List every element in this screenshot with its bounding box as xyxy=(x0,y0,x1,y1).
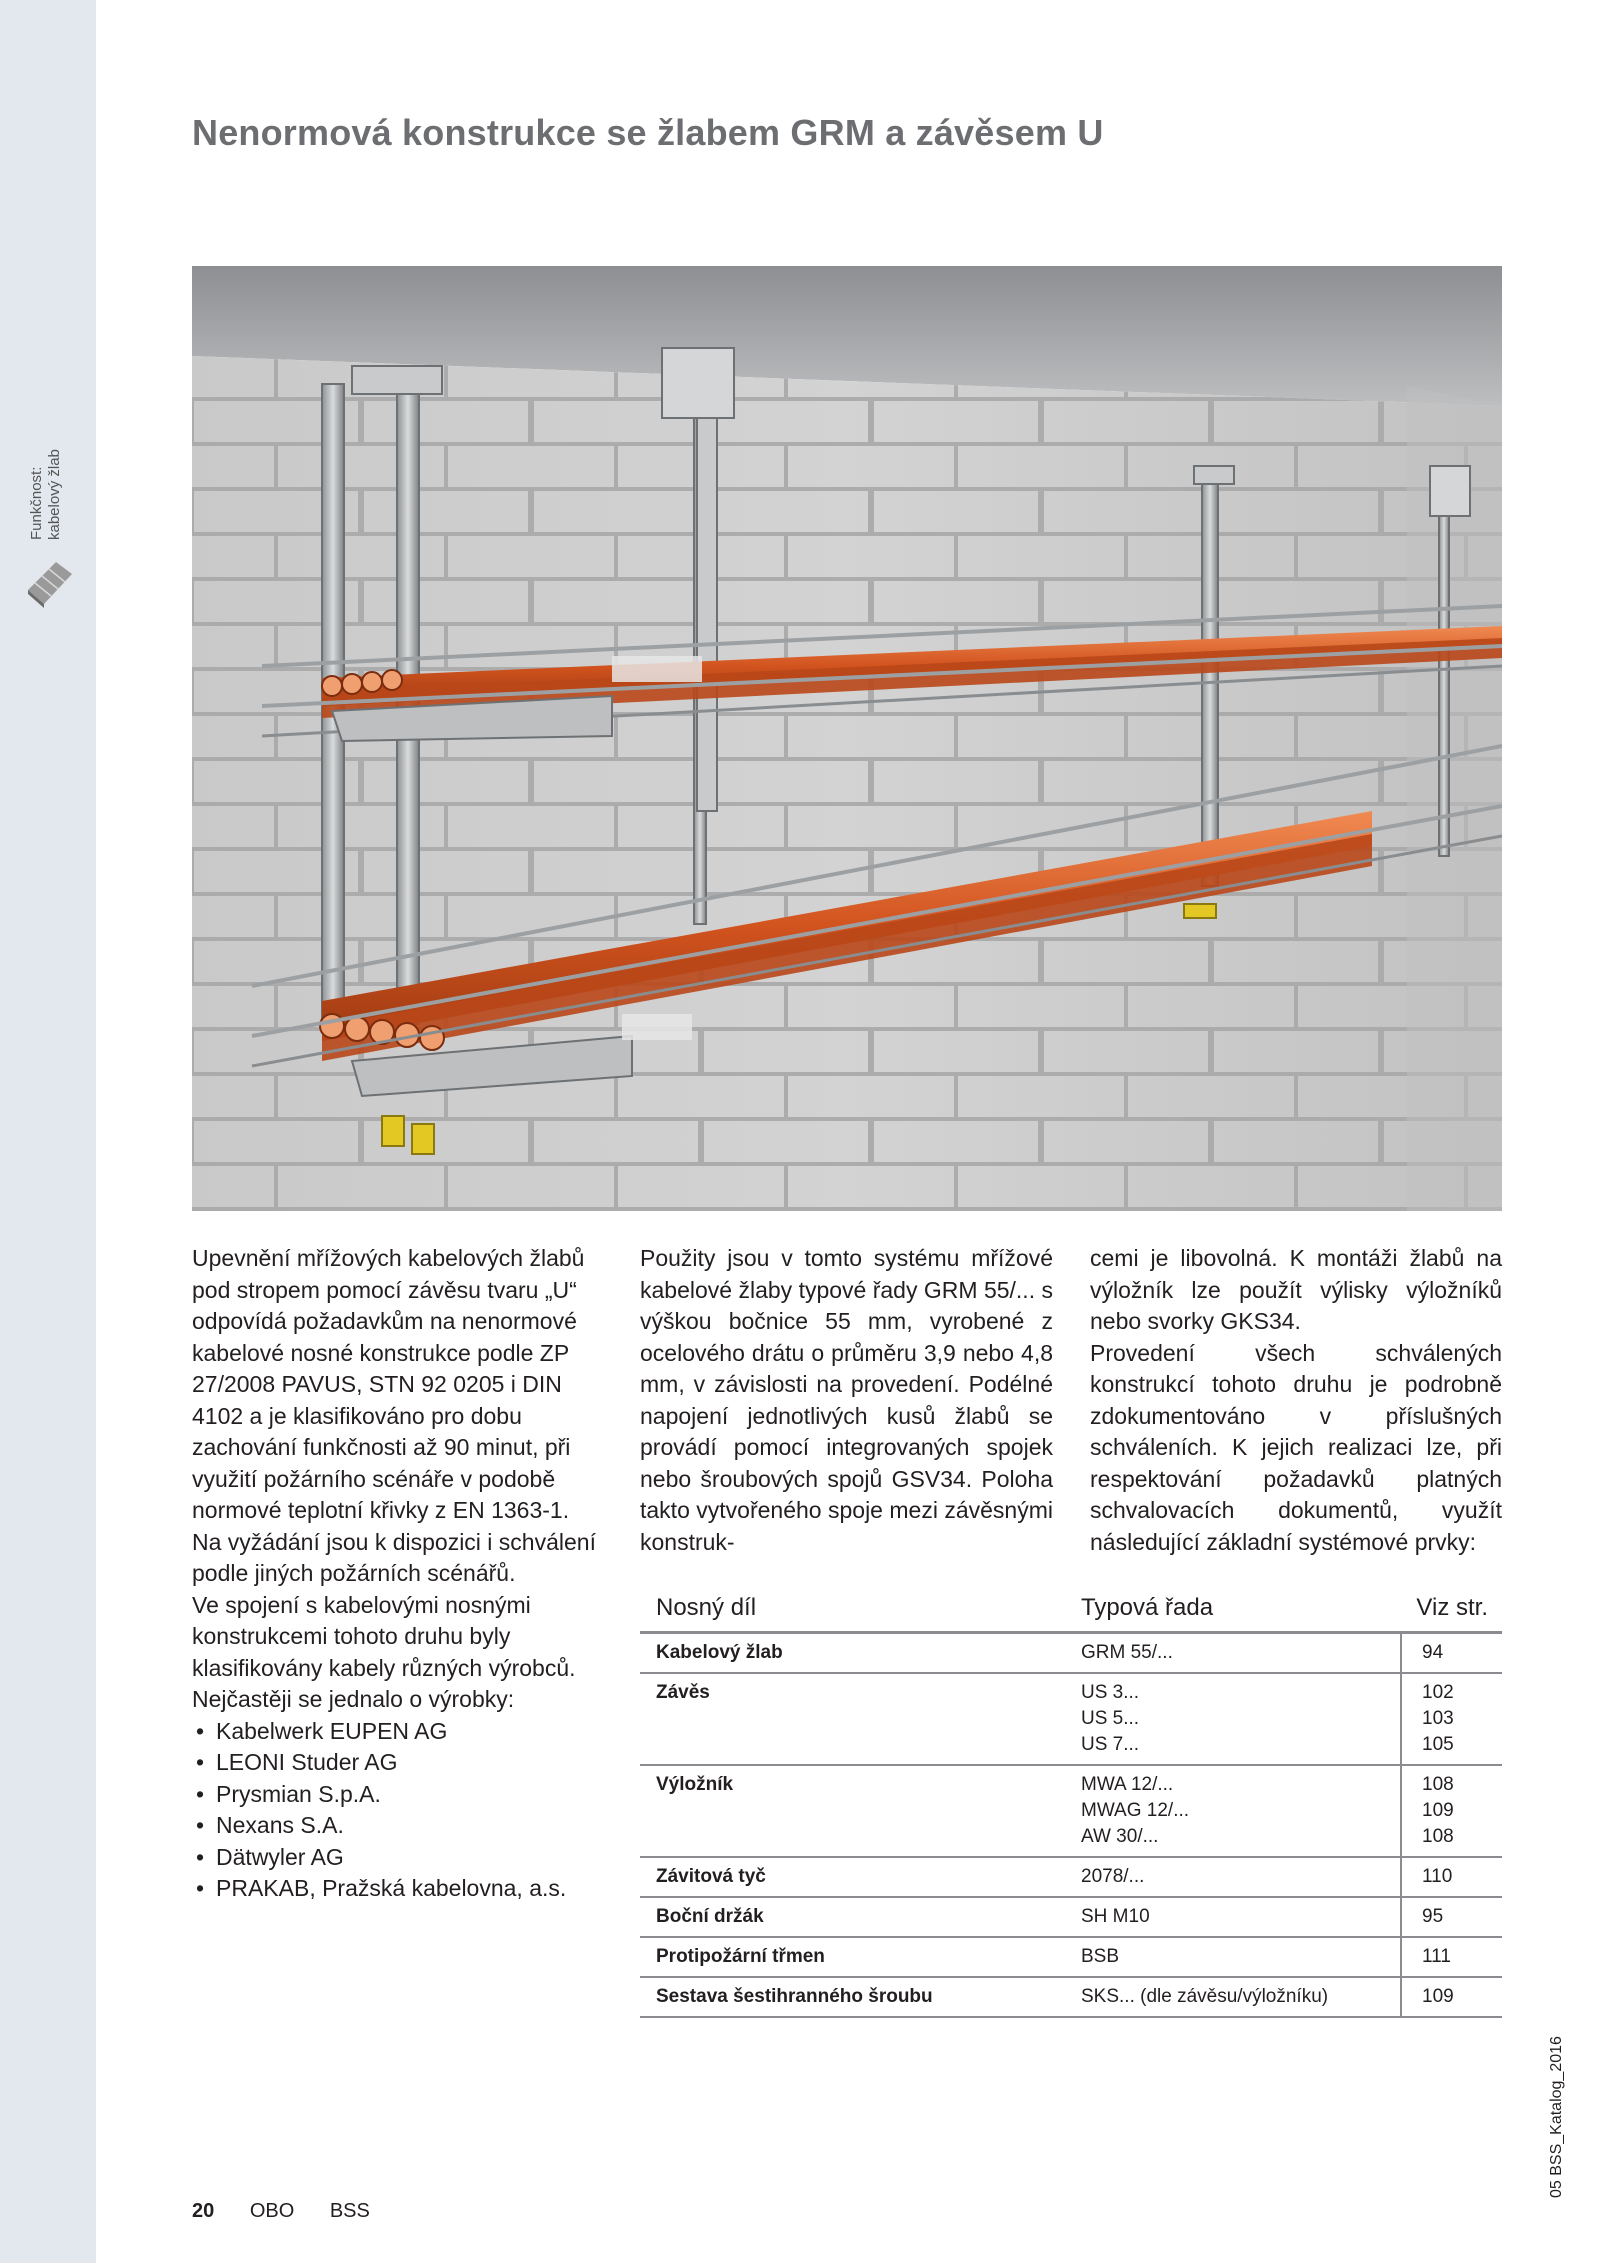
type-value: GRM 55/... xyxy=(1081,1642,1173,1663)
page-cell xyxy=(1402,1938,1502,1976)
table-row xyxy=(640,1674,1502,1766)
cables-paragraph: Ve spojení s kabelovými nosnými konstrukcemi tohoto druhu byly klasifikovány kabely různých výrobců. Nejčastěji se jednalo o výrobky: xyxy=(192,1591,576,1712)
type-value: US 7... xyxy=(1081,1734,1140,1755)
system-paragraph: Použity jsou v tomto systému mřížové kabelové žlaby typové řady GRM 55/... s výškou bočnice 55 mm, vyrobené z ocelového drátu o průměru 3,9 nebo 4,8 mm, v závislosti na provedení. Podélné napojení jednotlivých kusů žlabů se provádí pomocí integrovaných spojek nebo šroubových spojů GSV34. Poloha takto vytvořeného spoje mezi závěsnými konstruk- xyxy=(640,1245,1053,1555)
side-tab-line2: kabelový žlab xyxy=(46,449,63,540)
header-page: Viz str. xyxy=(1416,1594,1488,1621)
mounting-paragraph: cemi je libovolná. K montáži žlabů na výložník lze použít výlisky výložníků nebo svorky GKS34. xyxy=(1090,1245,1502,1334)
footer-brand: OBO xyxy=(249,2200,295,2222)
page-cell xyxy=(1402,1766,1502,1856)
text-column-2 xyxy=(640,1243,1053,1558)
page-cell xyxy=(1402,1898,1502,1936)
list-item: • LEONI Studer AG xyxy=(192,1747,602,1779)
page-value: 103 xyxy=(1422,1708,1454,1729)
page-number: 20 xyxy=(192,2200,215,2222)
part-cell: Kabelový žlab xyxy=(656,1642,783,1663)
page-value: 109 xyxy=(1422,1800,1454,1821)
type-value: SKS... (dle závěsu/výložníku) xyxy=(1081,1986,1329,2007)
header-part: Nosný díl xyxy=(656,1594,757,1621)
page-footer xyxy=(192,2200,400,2223)
page-cell xyxy=(1402,1634,1502,1672)
list-item: • Dätwyler AG xyxy=(192,1842,602,1874)
type-value: US 5... xyxy=(1081,1708,1140,1729)
list-item: • PRAKAB, Pražská kabelovna, a.s. xyxy=(192,1873,602,1905)
part-cell: Závěs xyxy=(656,1682,710,1703)
type-value: BSB xyxy=(1081,1946,1120,1967)
header-type: Typová řada xyxy=(1081,1594,1214,1621)
type-cell xyxy=(1075,1858,1402,1896)
text-column-1 xyxy=(192,1243,602,1905)
text-column-3 xyxy=(1090,1243,1502,1558)
type-value: AW 30/... xyxy=(1081,1826,1159,1847)
part-cell: Závitová tyč xyxy=(656,1866,766,1887)
approval-paragraph: Provedení všech schválených konstrukcí tohoto druhu je podrobně zdokumentováno v příslušných schváleních. K jejich realizaci lze, při respektování požadavků platných schvalovacích dokumentů, využít následující základní systémové prvky: xyxy=(1090,1339,1502,1555)
type-value: US 3... xyxy=(1081,1682,1140,1703)
type-value: MWA 12/... xyxy=(1081,1774,1174,1795)
part-cell: Protipožární třmen xyxy=(656,1946,825,1967)
document-code xyxy=(1548,1968,1588,2198)
footer-series: BSS xyxy=(329,2200,370,2222)
type-cell xyxy=(1075,1938,1402,1976)
page-cell xyxy=(1402,1978,1502,2016)
table-row xyxy=(640,1766,1502,1858)
side-tab-line1: Funkčnost: xyxy=(28,466,45,540)
type-cell xyxy=(1075,1674,1402,1764)
page-value: 94 xyxy=(1422,1642,1444,1663)
type-value: SH M10 xyxy=(1081,1906,1150,1927)
page-cell xyxy=(1402,1858,1502,1896)
side-tab-label xyxy=(28,420,68,540)
part-cell: Sestava šestihranného šroubu xyxy=(656,1986,933,2007)
page-value: 95 xyxy=(1422,1906,1444,1927)
document-code-text: 05 BSS_Katalog_2016 xyxy=(1548,2036,1565,2198)
type-value: MWAG 12/... xyxy=(1081,1800,1190,1821)
table-body xyxy=(640,1634,1502,2018)
type-cell xyxy=(1075,1634,1402,1672)
side-strip xyxy=(0,0,96,2263)
table-row xyxy=(640,1898,1502,1938)
type-cell xyxy=(1075,1766,1402,1856)
table-header xyxy=(640,1585,1502,1634)
table-row xyxy=(640,1938,1502,1978)
list-item: • Kabelwerk EUPEN AG xyxy=(192,1716,602,1748)
components-table xyxy=(640,1585,1502,2018)
table-row xyxy=(640,1858,1502,1898)
type-value: 2078/... xyxy=(1081,1866,1145,1887)
cable-tray-installation-photo xyxy=(192,266,1502,1211)
table-row xyxy=(640,1978,1502,2018)
page-value: 108 xyxy=(1422,1774,1454,1795)
page-value: 102 xyxy=(1422,1682,1454,1703)
page-value: 109 xyxy=(1422,1986,1454,2007)
intro-paragraph: Upevnění mřížových kabelových žlabů pod stropem pomocí závěsu tvaru „U“ odpovídá požadavkům na nenormové kabelové nosné konstrukce podle ZP 27/2008 PAVUS, STN 92 0205 i DIN 4102 a je klasifikováno pro dobu zachování funkčnosti až 90 minut, při využití požárního scénáře v podobě normové teplotní křivky z EN 1363-1. Na vyžádání jsou k dispozici i schválení podle jiných požárních scénářů. xyxy=(192,1245,596,1586)
list-item: • Prysmian S.p.A. xyxy=(192,1779,602,1811)
type-cell xyxy=(1075,1978,1402,2016)
page-value: 111 xyxy=(1422,1946,1451,1967)
table-row xyxy=(640,1634,1502,1674)
page-cell xyxy=(1402,1674,1502,1764)
page-value: 108 xyxy=(1422,1826,1454,1847)
list-item: • Nexans S.A. xyxy=(192,1810,602,1842)
page-value: 105 xyxy=(1422,1734,1454,1755)
cable-tray-icon xyxy=(26,560,74,615)
part-cell: Výložník xyxy=(656,1774,734,1795)
part-cell: Boční držák xyxy=(656,1906,764,1927)
type-cell xyxy=(1075,1898,1402,1936)
page-value: 110 xyxy=(1422,1866,1453,1887)
manufacturer-list xyxy=(192,1716,602,1905)
page-title: Nenormová konstrukce se žlabem GRM a závěsem U xyxy=(192,112,1104,153)
